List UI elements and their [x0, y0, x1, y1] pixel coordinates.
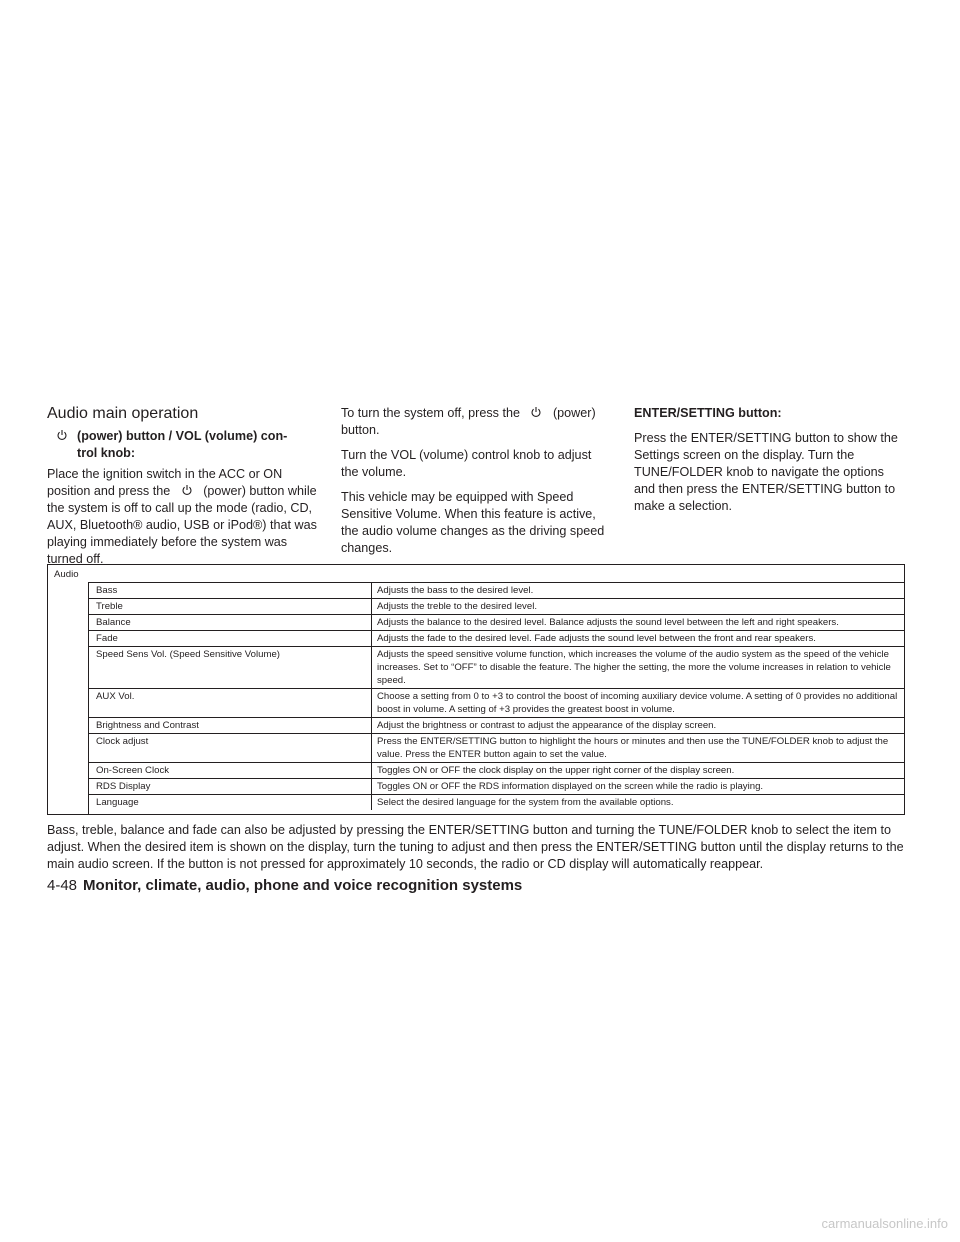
table-group-label: Audio [54, 569, 79, 580]
chapter-title: Monitor, climate, audio, phone and voice recognition systems [83, 877, 523, 894]
paragraph-volume-knob: Turn the VOL (volume) control knob to adjust the volume. [341, 448, 592, 479]
setting-description: Toggles ON or OFF the RDS information displayed on the screen while the radio is playing. [377, 781, 764, 792]
table-row [89, 631, 904, 647]
table-row [89, 734, 904, 763]
page-footer [47, 876, 522, 896]
table-row [89, 615, 904, 631]
paragraph-power-on-a: Place the ignition switch in the ACC or ON position and press the [47, 467, 283, 498]
setting-name: AUX Vol. [89, 689, 372, 717]
setting-name: RDS Display [89, 779, 372, 794]
setting-name: Balance [89, 615, 372, 630]
table-row [89, 763, 904, 779]
table-row [89, 795, 904, 810]
subheading-power-volume [47, 428, 320, 462]
subheading-text-line2: trol knob: [77, 446, 136, 460]
bass-treble-note: Bass, treble, balance and fade can also be adjusted by pressing the ENTER/SETTING button and turning the TUNE/FOLDER knob to select the item to adjust. When the desired item is shown on the display, turn the tuning to adjust and then press the ENTER/SETTING button until the display returns to the main audio screen. If the button is not pressed for approximately 10 seconds, the radio or CD display will automatically reappear. [47, 823, 904, 871]
paragraph-power-off [341, 405, 611, 439]
page-number: 4-48 [47, 877, 78, 894]
setting-name: Bass [89, 583, 372, 598]
setting-description: Press the ENTER/SETTING button to highlight the hours or minutes and then use the TUNE/FOLDER knob to adjust the value. Press the ENTER button again to set the value. [377, 736, 889, 760]
setting-name: On-Screen Clock [89, 763, 372, 778]
setting-description: Adjusts the speed sensitive volume function, which increases the volume of the audio system as the speed of the vehicle increases. Set to “OFF” to disable the feature. The higher the setting, the more the volume increases in relation to vehicle speed. [377, 649, 891, 686]
setting-description: Select the desired language for the system from the available options. [377, 797, 674, 808]
setting-name: Treble [89, 599, 372, 614]
setting-description: Toggles ON or OFF the clock display on the upper right corner of the display screen. [377, 765, 735, 776]
table-rows [88, 582, 904, 814]
watermark: carmanualsonline.info [821, 1216, 948, 1231]
enter-setting-heading: ENTER/SETTING button: [634, 406, 782, 420]
power-icon-inline [530, 406, 542, 418]
column-left [47, 404, 320, 576]
settings-table [47, 564, 905, 815]
table-row [89, 689, 904, 718]
paragraph-enter-setting: Press the ENTER/SETTING button to show the Settings screen on the display. Turn the TUNE/FOLDER knob to navigate the options and then press the ENTER/SETTING button to make a selection. [634, 431, 898, 513]
setting-name: Clock adjust [89, 734, 372, 762]
table-row [89, 718, 904, 734]
setting-description: Adjusts the fade to the desired level. Fade adjusts the sound level between the front and rear speakers. [377, 633, 816, 644]
column-right [634, 405, 906, 523]
paragraph-power-on [47, 466, 320, 568]
paragraph-speed-sensitive: This vehicle may be equipped with Speed Sensitive Volume. When this feature is active, the audio volume changes as the driving speed changes. [341, 490, 605, 555]
paragraph-power-off-a: To turn the system off, press the [341, 406, 520, 420]
paragraph-power-on-b: (power) button while the system is off to call up the mode (radio, CD, AUX, Bluetooth® audio, USB or iPod®) that was playing immediately before the system was turned off. [47, 484, 317, 566]
setting-description: Choose a setting from 0 to +3 to control the boost of incoming auxiliary device volume. A setting of 0 provides no additional boost in volume. A setting of +3 provides the greatest boost in volume. [377, 691, 898, 715]
subheading-text-line1: (power) button / VOL (volume) con- [77, 429, 288, 443]
column-middle [341, 405, 611, 565]
setting-description: Adjusts the balance to the desired level. Balance adjusts the sound level between the left and right speakers. [377, 617, 839, 628]
power-icon-inline [181, 484, 193, 496]
setting-description: Adjust the brightness or contrast to adjust the appearance of the display screen. [377, 720, 717, 731]
paragraph-power-off-b: (power) button. [341, 406, 596, 437]
setting-description: Adjusts the treble to the desired level. [377, 601, 537, 612]
table-row [89, 647, 904, 689]
setting-name: Brightness and Contrast [89, 718, 372, 733]
section-title: Audio main operation [47, 405, 199, 422]
table-row [89, 583, 904, 599]
setting-name: Language [89, 795, 372, 810]
table-row [89, 599, 904, 615]
power-icon [56, 429, 68, 441]
setting-description: Adjusts the bass to the desired level. [377, 585, 534, 596]
setting-name: Fade [89, 631, 372, 646]
table-row [89, 779, 904, 795]
setting-name: Speed Sens Vol. (Speed Sensitive Volume) [89, 647, 372, 688]
